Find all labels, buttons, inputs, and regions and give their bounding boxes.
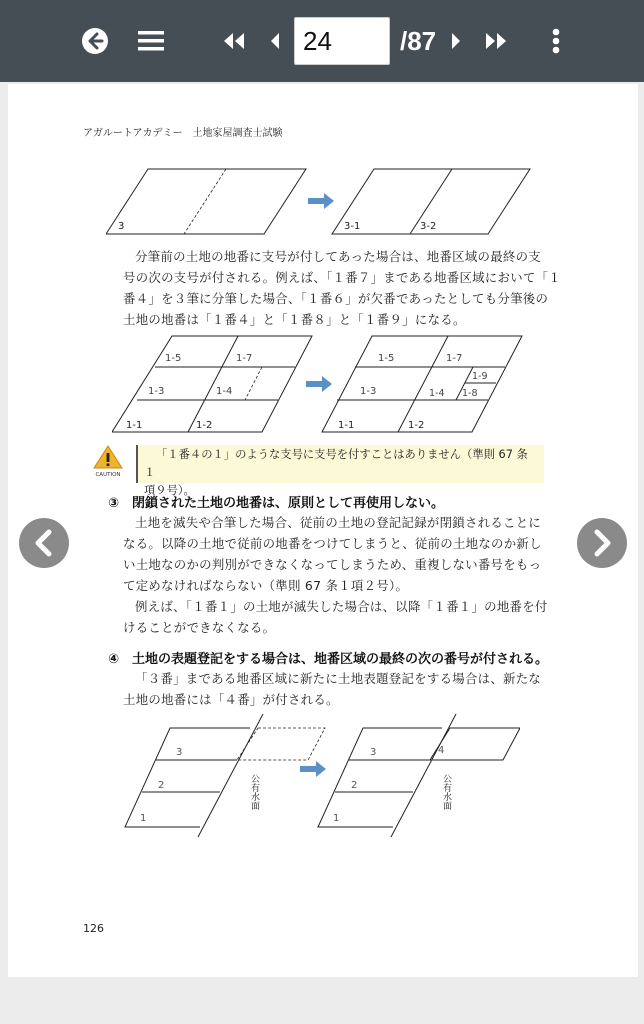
- back-arrow-icon: [81, 27, 109, 55]
- blue-arrow-icon: [300, 761, 326, 777]
- public-water-diagram: [120, 712, 520, 842]
- caution-text: CAUTION: [95, 472, 121, 478]
- toolbar: [0, 0, 644, 82]
- blue-arrow-icon: [306, 376, 332, 392]
- after-registration: [318, 714, 520, 837]
- lot-label: 3: [370, 747, 377, 758]
- page-number-input[interactable]: 24: [294, 17, 390, 65]
- caution-icon: [92, 444, 124, 478]
- chevron-left-icon: [269, 32, 281, 50]
- lot-label: 1-8: [462, 388, 478, 399]
- subdivision-diagram-1: [106, 166, 536, 238]
- page-header: アガルートアカデミー 土地家屋調査士試験: [83, 128, 283, 139]
- chevron-right-icon: [590, 529, 614, 557]
- lot-label: 1-3: [360, 386, 377, 397]
- section-heading-3: ③ 閉鎖された土地の地番は、原則として再使用しない。: [108, 496, 445, 511]
- next-page-button[interactable]: [436, 21, 476, 61]
- parcel-label: 3-1: [344, 221, 361, 232]
- lot-label: 1-5: [165, 353, 182, 364]
- page-total: /87: [400, 26, 437, 56]
- section-heading-4: ④ 土地の表題登記をする場合は、地番区域の最終の次の番号が付される。: [108, 652, 549, 667]
- lot-label: 1-3: [148, 386, 165, 397]
- lot-label: 1-9: [472, 371, 488, 382]
- water-label: 公有水面: [249, 774, 259, 810]
- lot-label: 1-2: [408, 420, 425, 431]
- document-page: [8, 84, 638, 977]
- prev-page-button[interactable]: [255, 21, 295, 61]
- chevron-right-icon: [450, 32, 462, 50]
- paragraph-new-lot: 「３番」まである地番区域に新たに土地表題登記をする場合は、新たな 土地の地番には「４番」が付される。: [123, 671, 542, 707]
- last-page-button[interactable]: [476, 21, 516, 61]
- parcel-label: 3: [118, 221, 125, 232]
- lot-label: 3: [176, 747, 183, 758]
- paragraph-subdivision: 分筆前の土地の地番に支号が付してあった場合は、地番区域の最終の支 号の次の支号が付される。例えば、「１番７」まである地番区域において「１ 番４」を３筆に分筆した場合、「１番６」が欠番であったとしても分筆後の 土地の地番は「１番４」と「１番８」と「１番９」になる。: [123, 249, 561, 327]
- water-label: 公有水面: [441, 774, 451, 810]
- lot-label: 1-7: [236, 353, 253, 364]
- chevron-left-icon: [32, 529, 56, 557]
- hamburger-icon: [138, 30, 164, 52]
- parcel-label: 3-2: [420, 221, 437, 232]
- parcel-after: [332, 169, 530, 234]
- lot-label: 2: [351, 780, 358, 791]
- lot-label: 1: [333, 813, 340, 824]
- back-button[interactable]: [75, 21, 115, 61]
- lot-label: 1: [140, 813, 147, 824]
- parcel-after-grid: [322, 336, 522, 432]
- lot-label: 1-2: [196, 420, 213, 431]
- lot-label: 1-4: [216, 386, 233, 397]
- lot-label: 2: [158, 780, 165, 791]
- parcel-before: [106, 169, 306, 234]
- first-page-button[interactable]: [214, 21, 254, 61]
- paragraph-closed-lots: 土地を滅失や合筆した場合、従前の土地の登記記録が閉鎖されることに なる。以降の土地で従前の地番をつけてしまうと、従前の土地なのか新し い土地なのかの判別ができなくなってしまうため、重複しない番号をもっ て定めなければならない（準則 67 条１項２号）。 例えば、「１番１」の土地が滅失した場合は、以降「１番１」の地番を付 けることができなくなる。: [123, 515, 548, 635]
- lot-label: 4: [438, 745, 445, 756]
- blue-arrow-icon: [308, 193, 334, 209]
- double-chevron-right-icon: [484, 32, 508, 50]
- caution-note: 「１番４の１」のような支号に支号を付すことはありません（準則 67 条１ 項９号）。: [136, 445, 544, 483]
- lot-label: 1-1: [338, 420, 355, 431]
- page-number: 126: [83, 922, 104, 935]
- lot-label: 1-7: [446, 353, 463, 364]
- more-options-button[interactable]: [536, 21, 576, 61]
- before-registration: [125, 714, 325, 837]
- parcel-before-grid: [112, 336, 312, 432]
- lot-label: 1-4: [429, 388, 445, 399]
- double-chevron-left-icon: [222, 32, 246, 50]
- menu-button[interactable]: [131, 21, 171, 61]
- subdivision-diagram-2: [112, 334, 532, 434]
- vertical-dots-icon: [552, 28, 560, 54]
- lot-label: 1-1: [126, 420, 143, 431]
- prev-page-side-button[interactable]: [19, 518, 69, 568]
- lot-label: 1-5: [378, 353, 395, 364]
- next-page-side-button[interactable]: [577, 518, 627, 568]
